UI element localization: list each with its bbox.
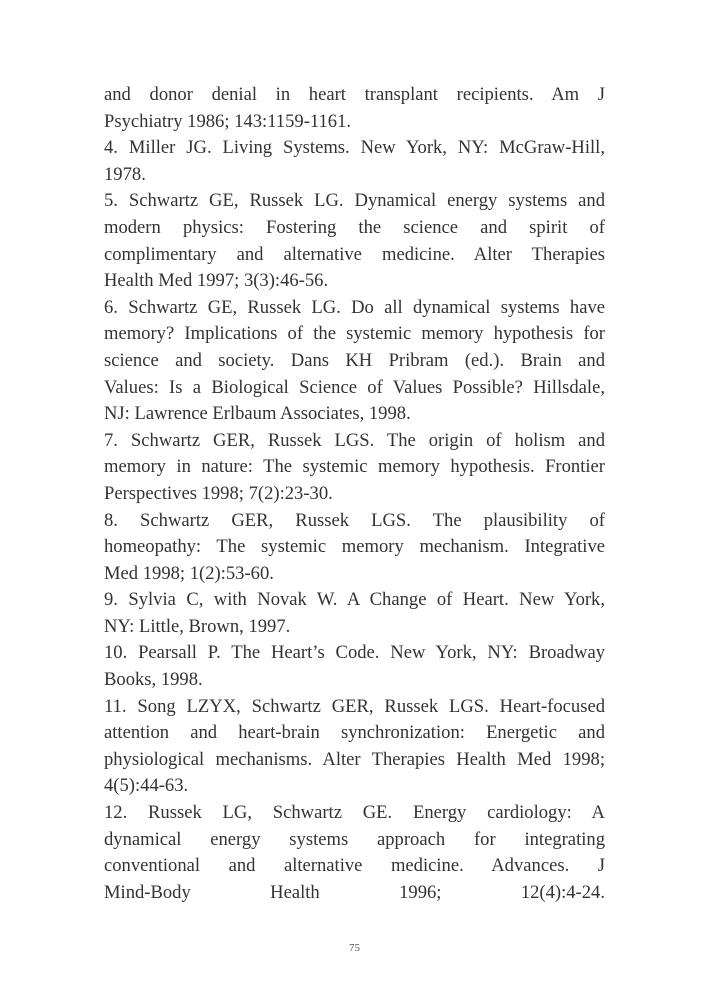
reference-list	[104, 82, 605, 906]
reference-line: complimentary and alternative medicine. Alter Therapies	[104, 243, 605, 265]
reference-line: NJ: Lawrence Erlbaum Associates, 1998.	[104, 403, 411, 425]
reference-line: Books, 1998.	[104, 669, 203, 691]
reference-line: 11. Song LZYX, Schwartz GER, Russek LGS. Heart-focused	[104, 695, 605, 717]
reference-entry	[104, 82, 605, 135]
reference-entry	[104, 508, 605, 588]
reference-line: dynamical energy systems approach for integrating	[104, 828, 605, 850]
reference-line: modern physics: Fostering the science and spirit of	[104, 216, 605, 238]
reference-line: Perspectives 1998; 7(2):23-30.	[104, 482, 333, 504]
reference-line: 9. Sylvia C, with Novak W. A Change of Heart. New York,	[104, 589, 605, 611]
reference-line: conventional and alternative medicine. Advances. J	[104, 855, 605, 877]
reference-entry	[104, 640, 605, 693]
reference-line: attention and heart-brain synchronization: Energetic and	[104, 722, 605, 744]
reference-line: 7. Schwartz GER, Russek LGS. The origin of holism and	[104, 429, 605, 451]
reference-entry	[104, 295, 605, 428]
reference-line: memory in nature: The systemic memory hypothesis. Frontier	[104, 456, 605, 478]
reference-line: Health Med 1997; 3(3):46-56.	[104, 270, 329, 292]
reference-line: Psychiatry 1986; 143:1159-1161.	[104, 110, 352, 132]
reference-line: Med 1998; 1(2):53-60.	[104, 562, 274, 584]
page-number: 75	[349, 942, 360, 954]
reference-entry	[104, 188, 605, 294]
reference-line: physiological mechanisms. Alter Therapies Health Med 1998;	[104, 748, 605, 770]
reference-entry	[104, 135, 605, 188]
reference-entry	[104, 800, 605, 906]
reference-line: 1978.	[104, 163, 146, 185]
reference-line: 10. Pearsall P. The Heart’s Code. New York, NY: Broadway	[104, 642, 605, 664]
reference-entry	[104, 428, 605, 508]
reference-line: Mind-Body Health 1996; 12(4):4-24.	[104, 881, 605, 903]
reference-line: 12. Russek LG, Schwartz GE. Energy cardiology: A	[104, 802, 605, 824]
reference-line: 6. Schwartz GE, Russek LG. Do all dynamical systems have	[104, 296, 605, 318]
reference-line: Values: Is a Biological Science of Values Possible? Hillsdale,	[104, 376, 605, 398]
reference-line: NY: Little, Brown, 1997.	[104, 615, 291, 637]
reference-line: 5. Schwartz GE, Russek LG. Dynamical energy systems and	[104, 190, 605, 212]
reference-line: 8. Schwartz GER, Russek LGS. The plausibility of	[104, 509, 605, 531]
reference-line: homeopathy: The systemic memory mechanism. Integrative	[104, 536, 605, 558]
reference-line: 4. Miller JG. Living Systems. New York, NY: McGraw-Hill,	[104, 137, 605, 159]
reference-line: memory? Implications of the systemic memory hypothesis for	[104, 323, 605, 345]
reference-entry	[104, 587, 605, 640]
reference-line: and donor denial in heart transplant recipients. Am J	[104, 84, 605, 105]
reference-line: science and society. Dans KH Pribram (ed.). Brain and	[104, 349, 605, 371]
reference-entry	[104, 694, 605, 800]
reference-line: 4(5):44-63.	[104, 775, 189, 797]
